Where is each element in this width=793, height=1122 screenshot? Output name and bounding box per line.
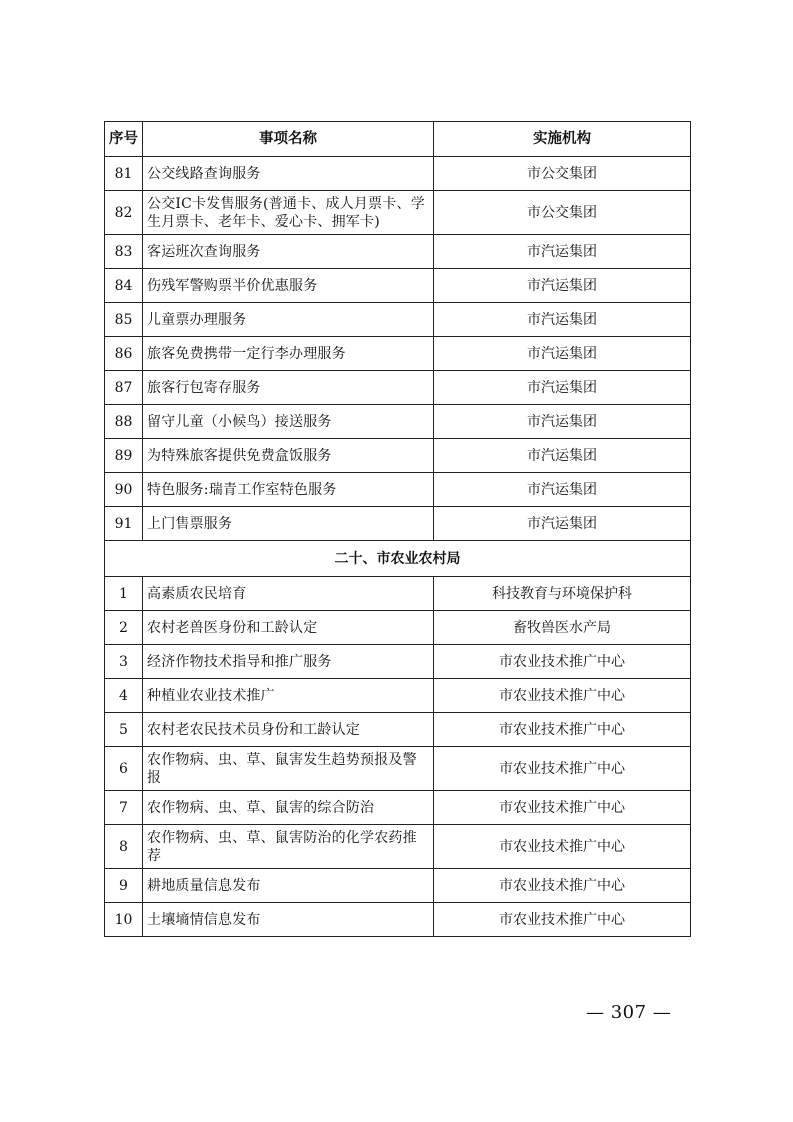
row-item-name: 客运班次查询服务 xyxy=(143,235,434,269)
row-item-name: 农作物病、虫、草、鼠害防治的化学农药推荐 xyxy=(143,825,434,869)
table-row xyxy=(105,473,691,507)
row-item-name: 种植业农业技术推广 xyxy=(143,679,434,713)
row-number: 86 xyxy=(105,337,143,371)
row-number: 90 xyxy=(105,473,143,507)
table-row xyxy=(105,713,691,747)
table-row xyxy=(105,235,691,269)
table-row xyxy=(105,371,691,405)
table-row xyxy=(105,611,691,645)
table-row xyxy=(105,825,691,869)
row-item-name: 土壤墒情信息发布 xyxy=(143,903,434,937)
section-heading-row xyxy=(105,541,691,577)
row-agency: 市农业技术推广中心 xyxy=(434,791,691,825)
row-agency: 市农业技术推广中心 xyxy=(434,825,691,869)
row-agency: 市汽运集团 xyxy=(434,371,691,405)
row-agency: 市公交集团 xyxy=(434,157,691,191)
row-item-name: 高素质农民培育 xyxy=(143,577,434,611)
row-number: 89 xyxy=(105,439,143,473)
section-title: 二十、市农业农村局 xyxy=(105,541,691,577)
table-row xyxy=(105,507,691,541)
table-row xyxy=(105,191,691,235)
row-number: 3 xyxy=(105,645,143,679)
row-item-name: 特色服务:瑞青工作室特色服务 xyxy=(143,473,434,507)
row-item-name: 伤残军警购票半价优惠服务 xyxy=(143,269,434,303)
row-number: 5 xyxy=(105,713,143,747)
table-row xyxy=(105,303,691,337)
page-number: — 307 — xyxy=(586,1002,672,1023)
row-item-name: 经济作物技术指导和推广服务 xyxy=(143,645,434,679)
row-agency: 市农业技术推广中心 xyxy=(434,679,691,713)
header-implementing-agency: 实施机构 xyxy=(434,122,691,157)
table-row xyxy=(105,791,691,825)
table-row xyxy=(105,157,691,191)
row-item-name: 旅客免费携带一定行李办理服务 xyxy=(143,337,434,371)
row-number: 1 xyxy=(105,577,143,611)
row-number: 85 xyxy=(105,303,143,337)
row-agency: 市汽运集团 xyxy=(434,269,691,303)
table-row xyxy=(105,679,691,713)
row-agency: 市农业技术推广中心 xyxy=(434,869,691,903)
table-row xyxy=(105,869,691,903)
row-agency: 市汽运集团 xyxy=(434,303,691,337)
row-agency: 市农业技术推广中心 xyxy=(434,747,691,791)
row-number: 87 xyxy=(105,371,143,405)
row-number: 84 xyxy=(105,269,143,303)
row-item-name: 上门售票服务 xyxy=(143,507,434,541)
table-row xyxy=(105,269,691,303)
table-row xyxy=(105,645,691,679)
row-agency: 市汽运集团 xyxy=(434,473,691,507)
row-item-name: 农村老农民技术员身份和工龄认定 xyxy=(143,713,434,747)
row-agency: 市农业技术推广中心 xyxy=(434,713,691,747)
row-agency: 市农业技术推广中心 xyxy=(434,903,691,937)
row-agency: 市农业技术推广中心 xyxy=(434,645,691,679)
table-row xyxy=(105,439,691,473)
row-number: 8 xyxy=(105,825,143,869)
table-header-row xyxy=(105,122,691,157)
row-number: 6 xyxy=(105,747,143,791)
header-item-name: 事项名称 xyxy=(143,122,434,157)
row-agency: 科技教育与环境保护科 xyxy=(434,577,691,611)
row-number: 4 xyxy=(105,679,143,713)
row-item-name: 公交IC卡发售服务(普通卡、成人月票卡、学生月票卡、老年卡、爱心卡、拥军卡) xyxy=(143,191,434,235)
row-item-name: 农作物病、虫、草、鼠害发生趋势预报及警报 xyxy=(143,747,434,791)
row-item-name: 农作物病、虫、草、鼠害的综合防治 xyxy=(143,791,434,825)
row-item-name: 农村老兽医身份和工龄认定 xyxy=(143,611,434,645)
row-number: 88 xyxy=(105,405,143,439)
row-agency: 市汽运集团 xyxy=(434,337,691,371)
row-number: 82 xyxy=(105,191,143,235)
row-item-name: 儿童票办理服务 xyxy=(143,303,434,337)
row-item-name: 旅客行包寄存服务 xyxy=(143,371,434,405)
row-item-name: 耕地质量信息发布 xyxy=(143,869,434,903)
row-number: 10 xyxy=(105,903,143,937)
row-number: 2 xyxy=(105,611,143,645)
row-agency: 市汽运集团 xyxy=(434,235,691,269)
row-number: 83 xyxy=(105,235,143,269)
row-agency: 市公交集团 xyxy=(434,191,691,235)
header-number: 序号 xyxy=(105,122,143,157)
row-agency: 市汽运集团 xyxy=(434,507,691,541)
row-item-name: 留守儿童（小候鸟）接送服务 xyxy=(143,405,434,439)
row-item-name: 为特殊旅客提供免费盒饭服务 xyxy=(143,439,434,473)
row-number: 81 xyxy=(105,157,143,191)
table-row xyxy=(105,903,691,937)
row-number: 9 xyxy=(105,869,143,903)
row-number: 91 xyxy=(105,507,143,541)
table-row xyxy=(105,337,691,371)
table-row xyxy=(105,405,691,439)
row-agency: 市汽运集团 xyxy=(434,439,691,473)
table-row xyxy=(105,747,691,791)
table-row xyxy=(105,577,691,611)
row-agency: 市汽运集团 xyxy=(434,405,691,439)
service-items-table xyxy=(104,121,691,937)
row-item-name: 公交线路查询服务 xyxy=(143,157,434,191)
row-number: 7 xyxy=(105,791,143,825)
row-agency: 畜牧兽医水产局 xyxy=(434,611,691,645)
